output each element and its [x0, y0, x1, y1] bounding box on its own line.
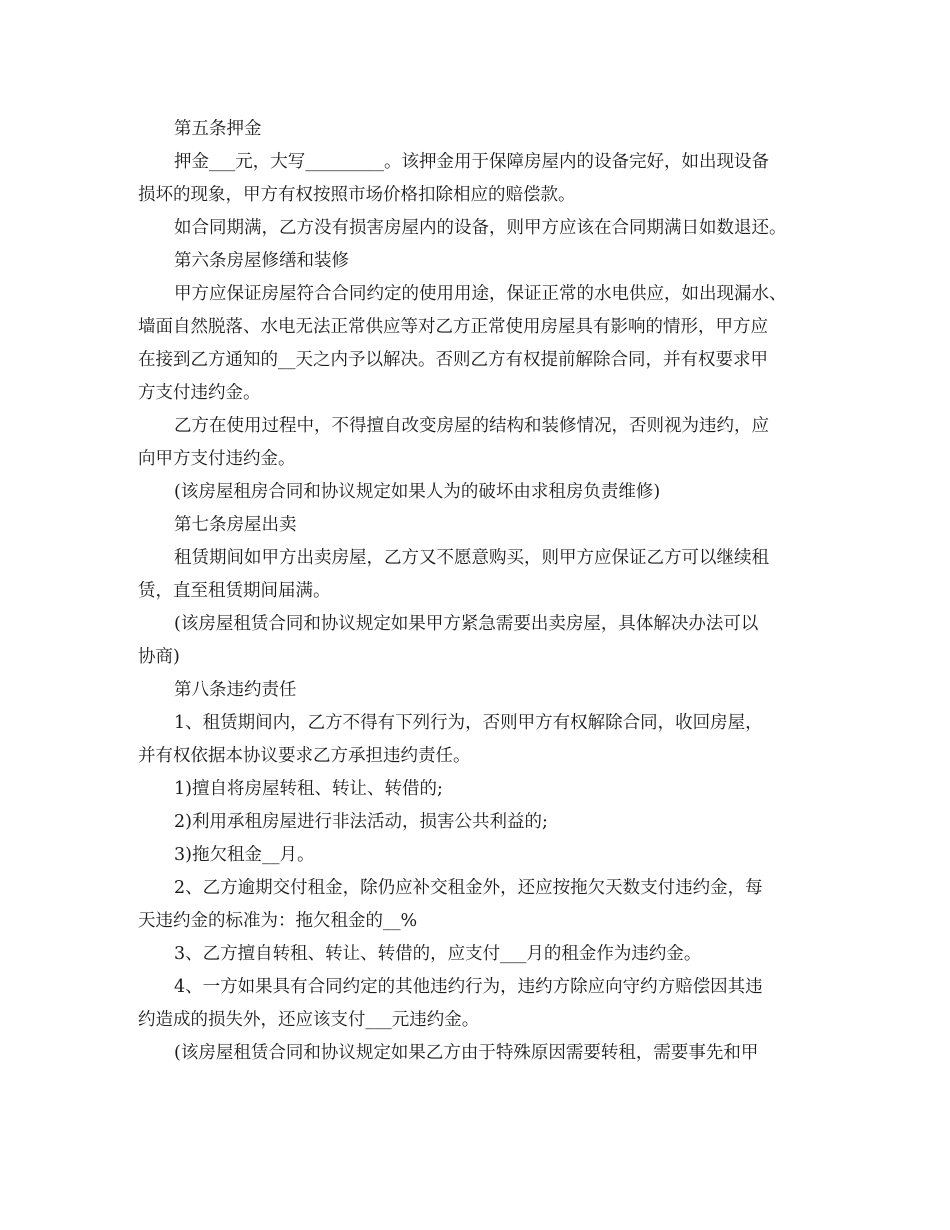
document-line: 2)利用承租房屋进行非法活动，损害公共利益的; — [174, 812, 548, 832]
document-line: 协商) — [138, 647, 180, 667]
document-line: 1、租赁期间内，乙方不得有下列行为，否则甲方有权解除合同，收回房屋， — [174, 713, 763, 733]
document-line: 损坏的现象，甲方有权按照市场价格扣除相应的赔偿款。 — [138, 185, 576, 205]
document-line: 在接到乙方通知的__天之内予以解决。否则乙方有权提前解除合同，并有权要求甲 — [138, 350, 768, 370]
document-line: 向甲方支付违约金。 — [138, 449, 296, 469]
document-line: 墙面自然脱落、水电无法正常供应等对乙方正常使用房屋具有影响的情形，甲方应 — [138, 317, 768, 337]
document-line: 方支付违约金。 — [138, 383, 261, 403]
document-line: 第八条违约责任 — [174, 680, 297, 700]
document-line: 3)拖欠租金__月。 — [174, 845, 315, 865]
document-line: 3、乙方擅自转租、转让、转借的，应支付___月的租金作为违约金。 — [174, 944, 702, 964]
document-line: 甲方应保证房屋符合合同约定的使用用途，保证正常的水电供应，如出现漏水、 — [174, 284, 787, 304]
document-line: 第六条房屋修缮和装修 — [174, 251, 349, 271]
document-line: (该房屋租赁合同和协议规定如果甲方紧急需要出卖房屋，具体解决办法可以 — [174, 614, 759, 634]
document-line: 4、一方如果具有合同约定的其他违约行为，违约方除应向守约方赔偿因其违 — [174, 977, 763, 997]
document-line: 约造成的损失外，还应该支付___元违约金。 — [138, 1010, 480, 1030]
document-line: 赁，直至租赁期间届满。 — [138, 581, 331, 601]
document-line: 2、乙方逾期交付租金，除仍应补交租金外，还应按拖欠天数支付违约金，每 — [174, 878, 763, 898]
document-line: 第七条房屋出卖 — [174, 515, 297, 535]
document-line: 乙方在使用过程中，不得擅自改变房屋的结构和装修情况，否则视为违约，应 — [174, 416, 769, 436]
document-line: 第五条押金 — [174, 119, 262, 139]
document-body — [138, 113, 818, 1070]
document-line: (该房屋租房合同和协议规定如果人为的破坏由求租房负责维修) — [174, 482, 661, 502]
document-line: (该房屋租赁合同和协议规定如果乙方由于特殊原因需要转租，需要事先和甲 — [174, 1043, 759, 1063]
document-line: 天违约金的标准为：拖欠租金的__% — [138, 911, 418, 931]
document-line: 租赁期间如甲方出卖房屋，乙方又不愿意购买，则甲方应保证乙方可以继续租 — [174, 548, 769, 568]
document-line: 如合同期满，乙方没有损害房屋内的设备，则甲方应该在合同期满日如数退还。 — [174, 218, 787, 238]
document-line: 并有权依据本协议要求乙方承担违约责任。 — [138, 746, 471, 766]
document-line: 押金___元，大写_________。该押金用于保障房屋内的设备完好，如出现设备 — [174, 152, 769, 172]
document-line: 1)擅自将房屋转租、转让、转借的; — [174, 779, 443, 799]
